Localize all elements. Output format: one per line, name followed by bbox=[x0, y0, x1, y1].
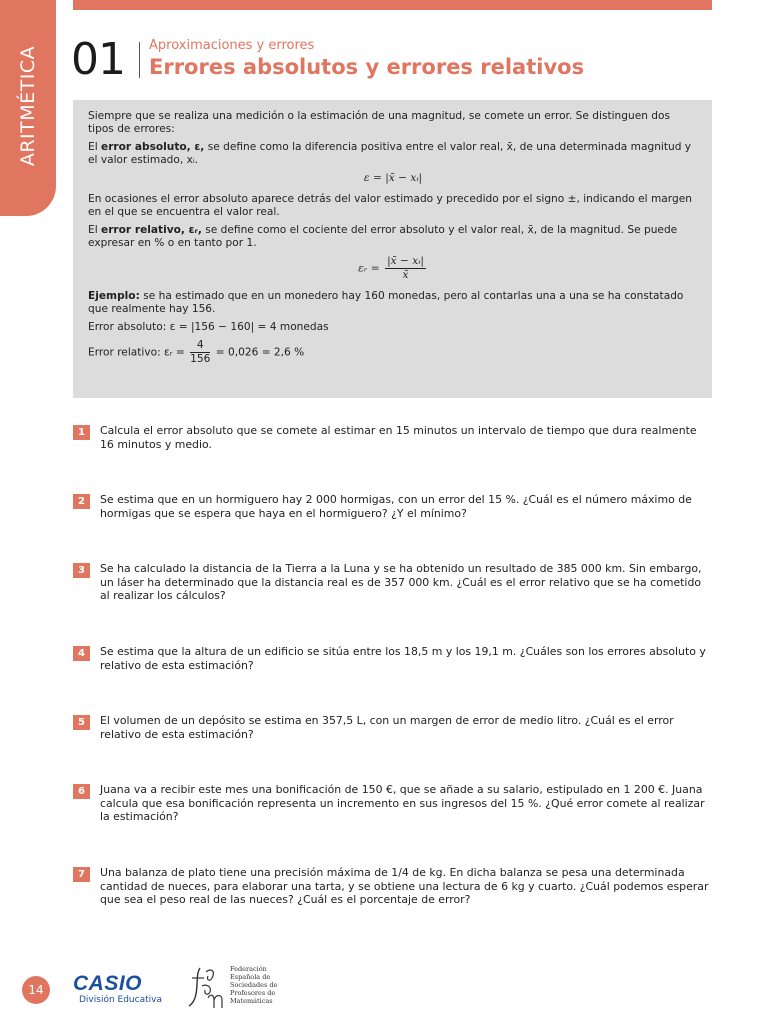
relative-error-example bbox=[88, 339, 698, 366]
exercise-number-badge: 2 bbox=[73, 494, 90, 509]
page-title: Errores absolutos y errores relativos bbox=[149, 55, 585, 79]
exercise-text: Se estima que la altura de un edificio se sitúa entre los 18,5 m y los 19,1 m. ¿Cuáles son los errores absoluto y relativo de esta estimación? bbox=[100, 645, 706, 672]
abs-definition-text: se define como la diferencia positiva entre el valor real, x̄, de una determinada magnitud y el valor estimado, xᵢ. bbox=[88, 141, 692, 166]
margin-explanation: En ocasiones el error absoluto aparece detrás del valor estimado y precedido por el signo ±, indicando el margen en el que se encuentra el valor real. bbox=[88, 193, 692, 218]
rel-example-denominator: 156 bbox=[190, 353, 211, 365]
exercise-number-badge: 1 bbox=[73, 425, 90, 440]
header-divider bbox=[139, 42, 140, 78]
exercise-number-badge: 5 bbox=[73, 715, 90, 730]
exercise-text: Se estima que en un hormiguero hay 2 000 hormigas, con un error del 15 %. ¿Cuál es el número máximo de hormigas que se espera que haya en el hormiguero? ¿Y el mínimo? bbox=[100, 493, 692, 520]
example-label: Ejemplo: bbox=[88, 290, 140, 302]
abs-prefix: El bbox=[88, 141, 102, 153]
fespm-line: Sociedades de bbox=[230, 981, 278, 989]
exercise-number-badge: 6 bbox=[73, 784, 90, 799]
exercise-text: El volumen de un depósito se estima en 357,5 L, con un margen de error de medio litro. ¿Cuál es el error relativo de esta estimación? bbox=[100, 714, 674, 741]
unit-subtitle: Aproximaciones y errores bbox=[149, 38, 315, 53]
fespm-logo-icon bbox=[186, 964, 228, 1010]
exercise-text: Se ha calculado la distancia de la Tierra a la Luna y se ha obtenido un resultado de 385 000 km. Sin embargo, un láser ha determinado que la distancia real es de 357 000 km. ¿Cuál es el error relativo que se ha cometido al realizar los cálculos? bbox=[100, 562, 702, 602]
theory-box bbox=[73, 100, 712, 398]
absolute-error-example: Error absoluto: ε = |156 − 160| = 4 monedas bbox=[88, 321, 329, 333]
rel-definition-text: se define como el cociente del error absoluto y el valor real, x̄, de la magnitud. Se puede expresar en % o en tanto por 1. bbox=[88, 224, 678, 249]
abs-term: error absoluto, bbox=[101, 141, 191, 153]
abs-symbol: ε, bbox=[190, 141, 205, 153]
rel-prefix: El bbox=[88, 224, 102, 236]
top-accent-bar bbox=[73, 0, 712, 10]
fespm-text bbox=[230, 965, 277, 1005]
fespm-line: Federación bbox=[230, 965, 267, 973]
fespm-line: Española de bbox=[230, 973, 271, 981]
exercise-text: Calcula el error absoluto que se comete al estimar en 15 minutos un intervalo de tiempo que dura realmente 16 minutos y medio. bbox=[100, 424, 697, 451]
section-label: ARITMÉTICA bbox=[17, 45, 39, 167]
rel-example-fraction bbox=[190, 339, 210, 366]
exercise-number-badge: 7 bbox=[73, 867, 90, 882]
relative-error-definition bbox=[88, 224, 698, 250]
section-side-tab bbox=[0, 0, 56, 216]
fespm-line: Matemáticas bbox=[230, 997, 273, 1005]
absolute-error-definition bbox=[88, 141, 698, 167]
example-text: se ha estimado que en un monedero hay 160 monedas, pero al contarlas una a una se ha constatado que realmente hay 156. bbox=[88, 290, 684, 315]
exercise-number-badge: 3 bbox=[73, 563, 90, 578]
rel-example-numerator: 4 bbox=[190, 339, 210, 353]
fespm-line: Profesores de bbox=[230, 989, 276, 997]
rel-term: error relativo, bbox=[101, 224, 185, 236]
rel-formula-lhs: εᵣ = bbox=[358, 262, 380, 275]
rel-formula-fraction bbox=[385, 255, 426, 282]
abs-formula-text: ε = |x̄ − xᵢ| bbox=[363, 172, 423, 184]
relative-error-formula bbox=[88, 255, 698, 282]
page-number: 14 bbox=[22, 976, 50, 1004]
theory-intro: Siempre que se realiza una medición o la estimación de una magnitud, se comete un error. Se distinguen dos tipos de errores: bbox=[88, 110, 671, 135]
exercise-text: Una balanza de plato tiene una precisión máxima de 1/4 de kg. En dicha balanza se pesa una determinada cantidad de nueces, para elaborar una tarta, y se obtiene una lectura de 6 kg y cuarto. ¿Cuál podemos esperar que sea el peso real de las nueces? ¿Cuál es el porcentaje de error? bbox=[100, 866, 709, 906]
rel-formula-numerator: |x̄ − xᵢ| bbox=[387, 255, 424, 267]
absolute-error-formula bbox=[88, 172, 698, 185]
casio-logo: CASIO bbox=[73, 972, 143, 995]
rel-example-result: = 0,026 = 2,6 % bbox=[215, 346, 305, 359]
casio-subtitle: División Educativa bbox=[79, 995, 162, 1005]
example-paragraph bbox=[88, 290, 698, 316]
unit-number: 01 bbox=[71, 34, 125, 85]
rel-example-lhs: Error relativo: εᵣ = bbox=[88, 346, 185, 359]
exercise-number-badge: 4 bbox=[73, 646, 90, 661]
exercise-text: Juana va a recibir este mes una bonificación de 150 €, que se añade a su salario, estipulado en 1 200 €. Juana calcula que esa bonificación representa un incremento en sus ingresos del 15 %. ¿Qué error comete al realizar la estimación? bbox=[100, 783, 705, 823]
rel-formula-denominator: x̄ bbox=[402, 269, 409, 281]
rel-symbol: εᵣ, bbox=[184, 224, 202, 236]
